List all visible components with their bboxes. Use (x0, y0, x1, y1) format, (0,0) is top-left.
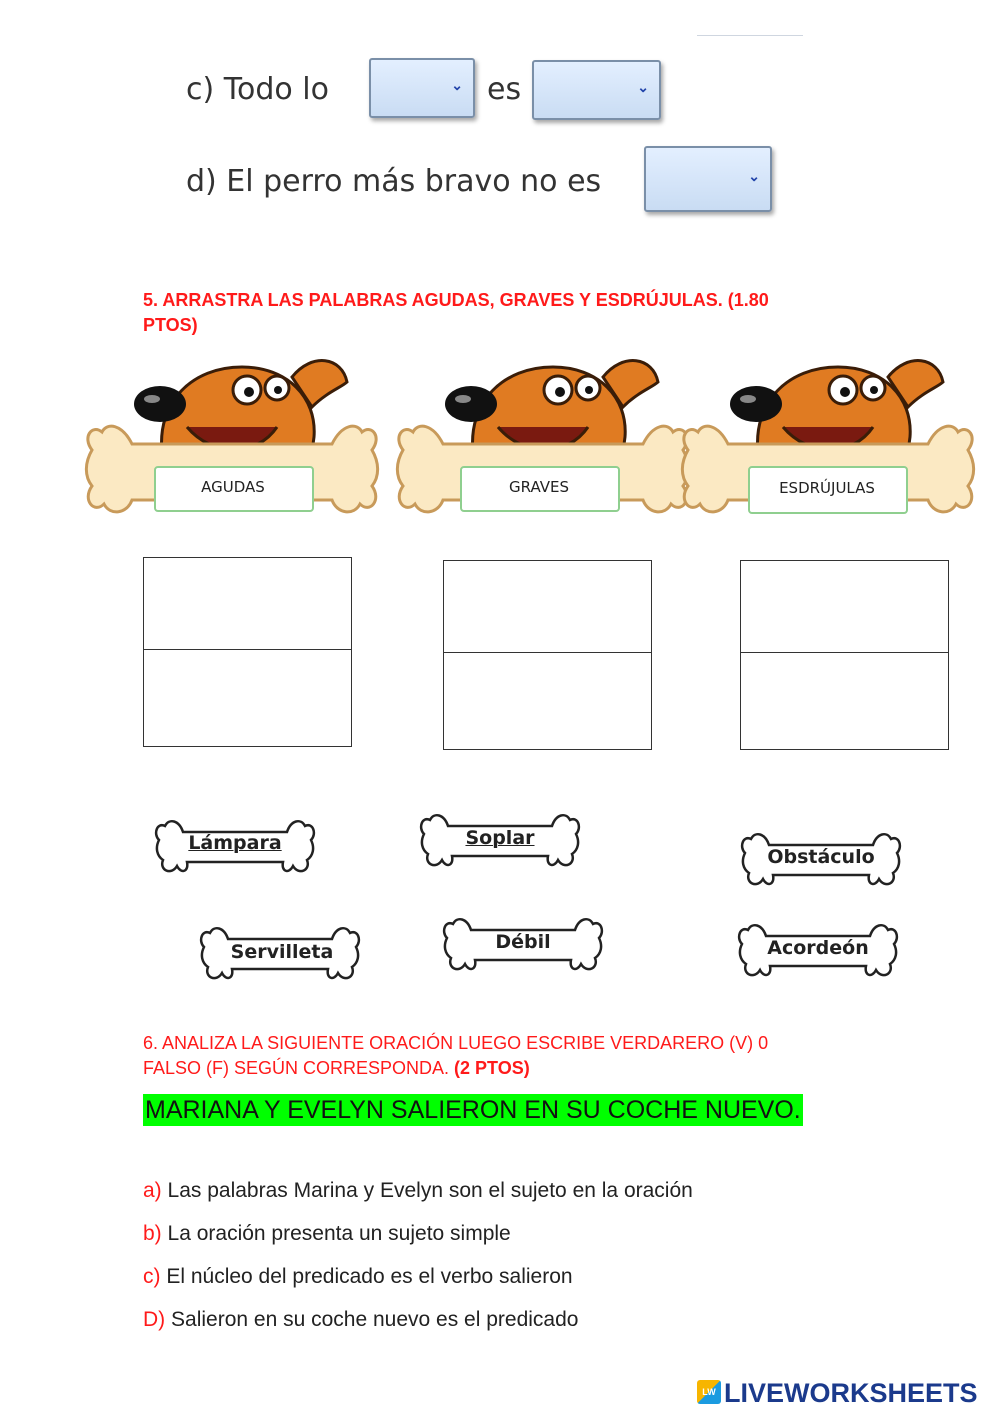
q5-title-line2: PTOS) (143, 315, 198, 335)
word-lampara[interactable]: Lámpara (188, 832, 282, 854)
q6-title (143, 1031, 903, 1081)
drop-zone-esdrujulas-2[interactable] (740, 652, 949, 750)
statement-b (143, 1222, 511, 1246)
category-label-agudas: AGUDAS (201, 478, 265, 496)
word-obstaculo[interactable]: Obstáculo (767, 846, 875, 868)
chevron-down-icon: ⌄ (748, 168, 760, 184)
analysis-sentence: MARIANA Y EVELYN SALIERON EN SU COCHE NUEVO. (145, 1096, 801, 1124)
q6-title-line2 (143, 1056, 903, 1081)
q4-line-d-prefix: d) El perro más bravo no es (186, 164, 602, 199)
category-label-esdrujulas: ESDRÚJULAS (779, 479, 875, 497)
statement-letter: b) (143, 1222, 162, 1245)
dropdown-c2[interactable] (532, 60, 661, 120)
statement-text: El núcleo del predicado es el verbo salieron (160, 1265, 573, 1288)
statement-a (143, 1179, 693, 1203)
statement-c (143, 1265, 573, 1289)
category-label-graves: GRAVES (509, 478, 569, 496)
liveworksheets-logo: LIVEWORKSHEETS (724, 1378, 978, 1408)
drop-zone-graves-1[interactable] (443, 560, 652, 653)
dropdown-d[interactable] (644, 146, 772, 212)
q6-title-line1: 6. ANALIZA LA SIGUIENTE ORACIÓN LUEGO ESCRIBE VERDARERO (V) 0 (143, 1033, 769, 1053)
word-servilleta[interactable]: Servilleta (230, 941, 334, 963)
top-rule (697, 35, 803, 36)
q5-title (143, 288, 863, 338)
statement-letter: c) (143, 1265, 161, 1288)
drop-zone-agudas-2[interactable] (143, 649, 352, 747)
drop-zone-agudas-1[interactable] (143, 557, 352, 650)
drop-zone-esdrujulas-1[interactable] (740, 560, 949, 653)
q4-line-c-prefix: c) Todo lo (186, 72, 329, 107)
word-soplar[interactable]: Soplar (465, 827, 535, 849)
word-acordeon[interactable]: Acordeón (767, 937, 869, 959)
q6-points: (2 PTOS) (454, 1058, 530, 1078)
q5-title-line1: 5. ARRASTRA LAS PALABRAS AGUDAS, GRAVES Y ESDRÚJULAS. (1.80 (143, 290, 769, 310)
statement-d (143, 1308, 578, 1332)
statement-letter: a) (143, 1179, 162, 1202)
chevron-down-icon: ⌄ (637, 79, 649, 95)
dropdown-c1[interactable] (369, 58, 475, 118)
q6-title-line2-text: FALSO (F) SEGÚN CORRESPONDA. (143, 1058, 455, 1078)
drop-zone-graves-2[interactable] (443, 652, 652, 750)
liveworksheets-logo-icon: LW (697, 1380, 721, 1404)
statement-text: Salieron en su coche nuevo es el predicado (165, 1308, 579, 1331)
word-debil[interactable]: Débil (495, 931, 551, 953)
q4-line-c-middle: es (487, 72, 522, 107)
chevron-down-icon: ⌄ (451, 77, 463, 93)
statement-letter: D) (143, 1308, 166, 1331)
statement-text: La oración presenta un sujeto simple (161, 1222, 511, 1245)
statement-text: Las palabras Marina y Evelyn son el sujeto en la oración (161, 1179, 693, 1202)
